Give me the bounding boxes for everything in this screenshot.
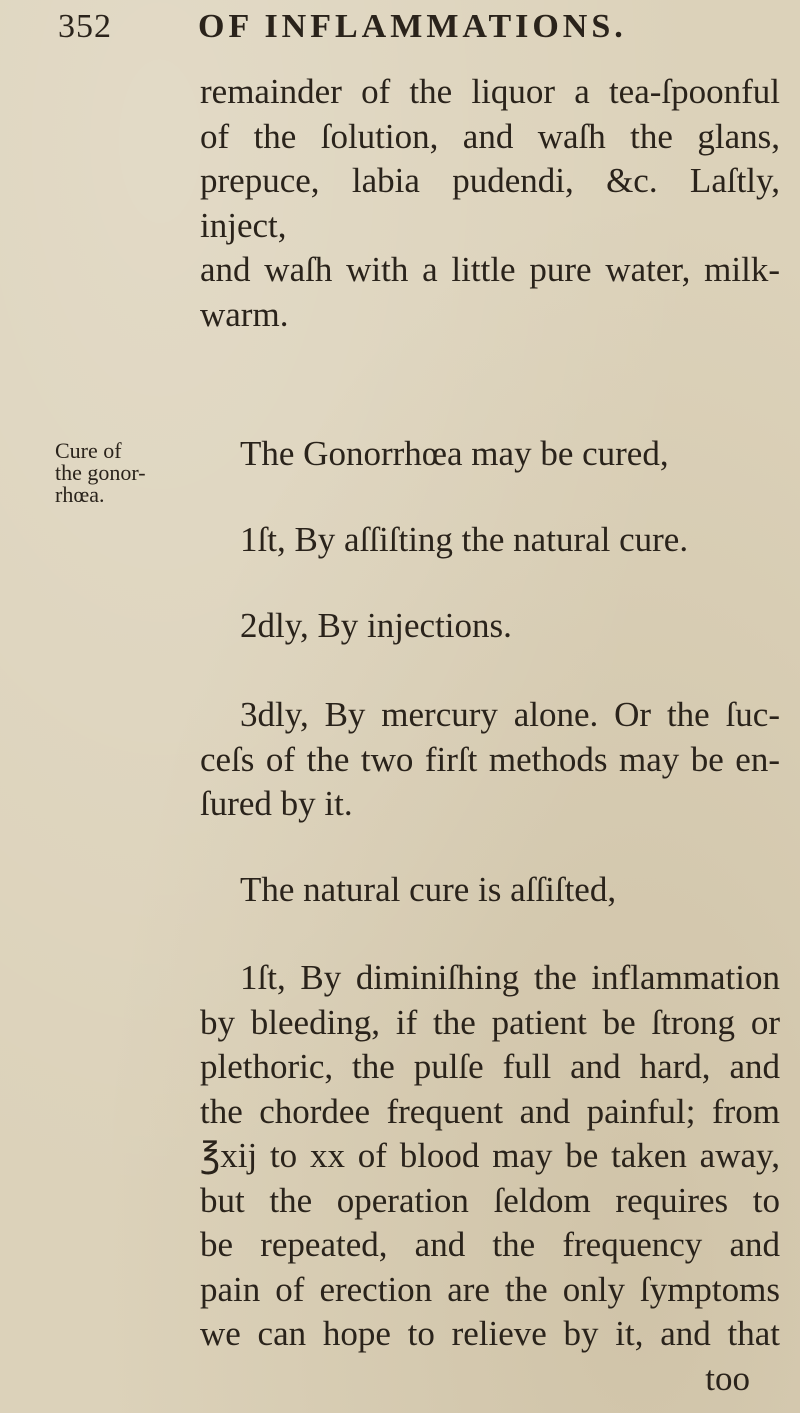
paragraph-natural-cure: [200, 868, 780, 913]
margin-note-line: the gonor-: [55, 460, 146, 485]
text-line: ℥xij to xx of blood may be taken away,: [200, 1136, 780, 1175]
text-line: The natural cure is aſſiſted,: [240, 870, 617, 909]
paragraph-continuation: [200, 70, 780, 337]
text-line: 1ſt, By diminiſhing the inflammation: [240, 958, 780, 997]
text-line: warm.: [200, 294, 289, 334]
text-line: plethoric, the pulſe full and hard, and: [200, 1047, 780, 1086]
text-line: pain of erection are the only ſymptoms: [200, 1269, 780, 1309]
text-line: The Gonorrhœa may be cured,: [240, 434, 669, 473]
text-line: ceſs of the two firſt methods may be en-: [200, 739, 780, 779]
text-line: 2dly, By injections.: [240, 606, 512, 645]
text-line: by bleeding, if the patient be ſtrong or: [200, 1002, 780, 1042]
paragraph-gonorrhoea-cure: [200, 432, 780, 477]
paragraph-diminishing-inflammation: [200, 956, 780, 1401]
text-line: ſured by it.: [200, 784, 353, 823]
text-line: and waſh with a little pure water, milk-: [200, 250, 780, 289]
text-line: prepuce, labia pudendi, &c. Laſtly, inject,: [200, 161, 780, 245]
text-line: remainder of the liquor a tea-ſpoonful: [200, 72, 780, 111]
paragraph-second-method: [200, 604, 780, 649]
paragraph-third-method: [200, 693, 780, 827]
text-line: of the ſolution, and waſh the glans,: [200, 116, 780, 156]
text-line: we can hope to relieve by it, and that: [200, 1314, 780, 1353]
margin-note: [55, 440, 175, 506]
text-line: be repeated, and the frequency and: [200, 1225, 780, 1264]
text-line: but the operation ſeldom requires to: [200, 1180, 780, 1220]
margin-note-line: rhœa.: [55, 482, 105, 507]
text-line: the chordee frequent and painful; from: [200, 1091, 780, 1131]
running-head: OF INFLAMMATIONS.: [198, 8, 627, 45]
page-number: 352: [58, 8, 112, 45]
margin-note-line: Cure of: [55, 438, 122, 463]
paragraph-first-method: [200, 518, 780, 563]
catchword: too: [705, 1358, 750, 1398]
text-line: 3dly, By mercury alone. Or the ſuc-: [240, 695, 780, 734]
text-line: 1ſt, By aſſiſting the natural cure.: [240, 520, 689, 559]
